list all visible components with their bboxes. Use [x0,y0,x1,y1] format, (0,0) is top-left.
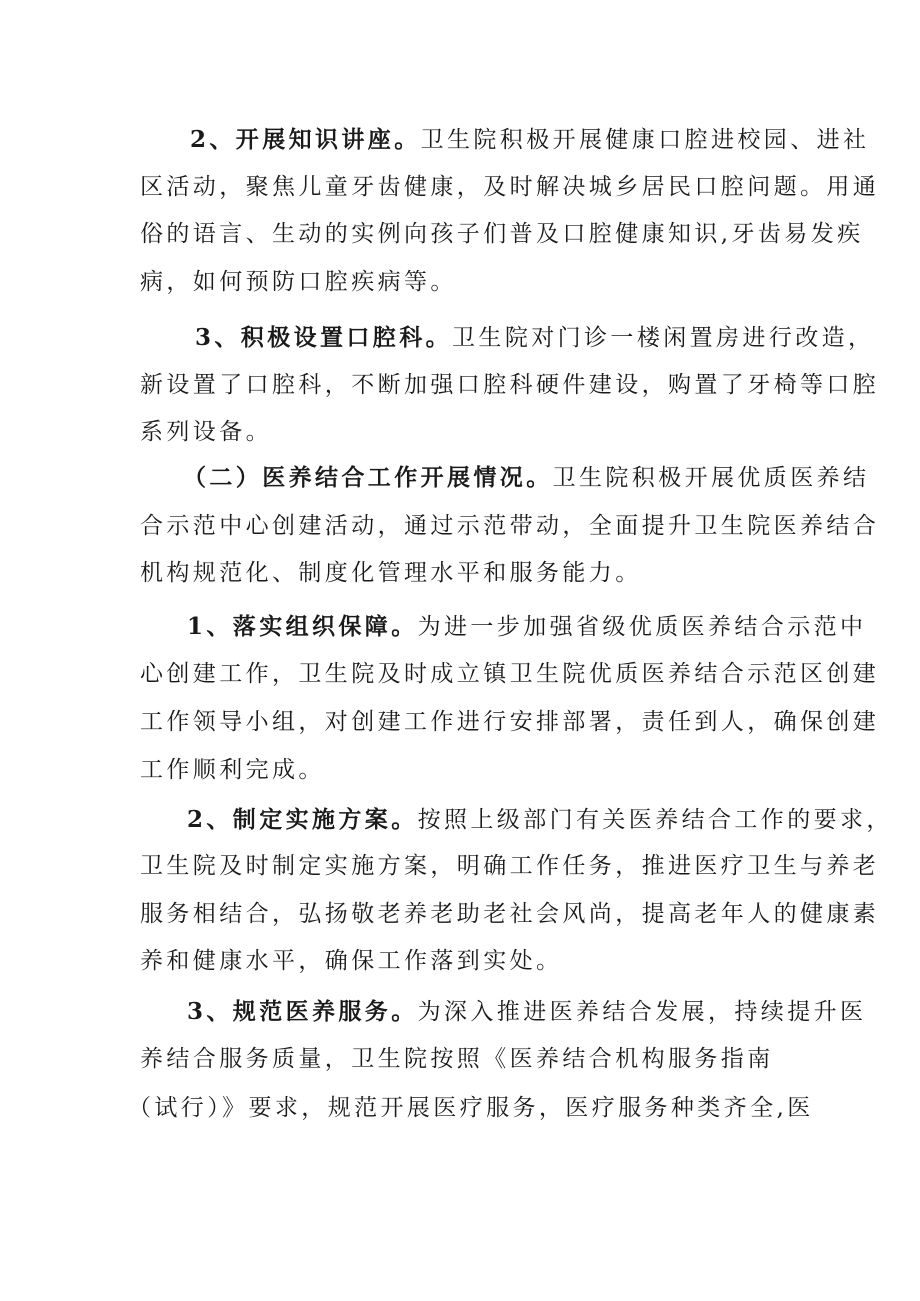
section-heading: （二）医养结合工作开展情况。 [183,464,553,491]
paragraph-line [0,458,920,498]
item-heading: 2、制定实施方案。 [187,806,418,833]
line-text: 卫生院对门诊一楼闲置房进行改造， [452,325,875,351]
paragraph-line [0,318,920,358]
line-text: 为深入推进医养结合发展，持续提升医 [417,999,867,1025]
line-text: 养和健康水平，确保工作落到实处。 [140,948,563,974]
paragraph-line [0,846,920,886]
paragraph-line [0,365,920,405]
line-text: 服务相结合，弘扬敬老养老助老社会风尚，提高老年人的健康素 [140,901,880,927]
paragraph-line [0,894,920,934]
paragraph-line [0,214,920,254]
line-text: 系列设备。 [140,419,272,445]
item-heading: 3、积极设置口腔科。 [195,324,453,351]
paragraph-line [0,941,920,981]
item-heading: 1、落实组织保障。 [187,613,418,640]
line-text: 卫生院积极开展优质医养结 [552,465,870,491]
line-text: 为进一步加强省级优质医养结合示范中 [417,614,867,640]
line-text: 合示范中心创建活动，通过示范带动，全面提升卫生院医养结合 [140,513,880,539]
line-text: 病，如何预防口腔疾病等。 [140,269,457,295]
paragraph-line [0,262,920,302]
paragraph-line [0,607,920,647]
paragraph-line [0,800,920,840]
line-text: 按照上级部门有关医养结合工作的要求， [417,807,893,833]
line-text: 养结合服务质量，卫生院按照《医养结合机构服务指南 [140,1046,774,1072]
paragraph-line [0,1039,920,1079]
paragraph-line [0,167,920,207]
line-text: 机构规范化、制度化管理水平和服务能力。 [140,560,642,586]
paragraph-line [0,412,920,452]
line-text: 卫生院积极开展健康口腔进校园、进社 [420,127,870,153]
line-text: 心创建工作，卫生院及时成立镇卫生院优质医养结合示范区创建 [140,661,880,687]
line-text: 新设置了口腔科，不断加强口腔科硬件建设，购置了牙椅等口腔 [140,372,880,398]
paragraph-line [0,750,920,790]
paragraph-line [0,992,920,1032]
paragraph-line [0,506,920,546]
line-text: 工作顺利完成。 [140,757,325,783]
paragraph-line [0,1088,920,1128]
item-heading: 3、规范医养服务。 [187,998,418,1025]
paragraph-line [0,702,920,742]
paragraph-line [0,654,920,694]
paragraph-line [0,553,920,593]
line-text: 区活动，聚焦儿童牙齿健康，及时解决城乡居民口腔问题。用通 [140,174,880,200]
paragraph-line [0,120,920,160]
item-heading: 2、开展知识讲座。 [190,126,421,153]
line-text: 卫生院及时制定实施方案，明确工作任务，推进医疗卫生与养老 [140,853,880,879]
line-text: 俗的语言、生动的实例向孩子们普及口腔健康知识,牙齿易发疾 [140,221,864,247]
line-text: （试行）》要求，规范开展医疗服务，医疗服务种类齐全,医 [128,1095,814,1121]
line-text: 工作领导小组，对创建工作进行安排部署，责任到人，确保创建 [140,709,880,735]
